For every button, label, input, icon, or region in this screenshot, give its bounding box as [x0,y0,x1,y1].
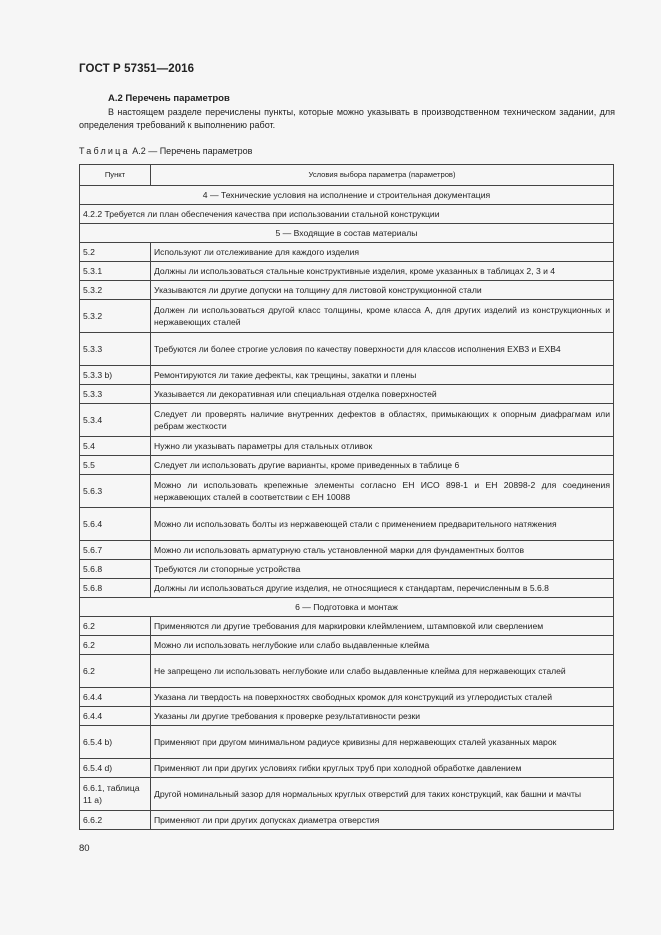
condition-text: Применяют ли при других допусках диаметра отверстия [151,811,614,830]
item-code: 5.6.8 [80,560,151,579]
item-code: 5.5 [80,456,151,475]
header-item: Пункт [80,165,151,186]
item-code: 5.3.3 [80,333,151,366]
item-code: 6.2 [80,655,151,688]
condition-text: Применяют ли при других условиях гибки круглых труб при холодной обработке давлением [151,759,614,778]
condition-text: Следует ли проверять наличие внутренних дефектов в областях, примыкающих к опорным диафрагмам или ребрам жесткости [151,404,614,437]
table-row [80,281,614,300]
section-heading: 4 — Технические условия на исполнение и строительная документация [80,186,614,205]
table-row [80,617,614,636]
table-row [80,579,614,598]
condition-text: Можно ли использовать крепежные элементы согласно ЕН ИСО 898-1 и ЕН 20898-2 для соединения нержавеющих сталей в соответствии с ЕН 10088 [151,475,614,508]
intro-paragraph: В настоящем разделе перечислены пункты, которые можно указывать в производственном техническом задании, для определения требований к выполнению работ. [79,107,615,130]
condition-text: Применяют при другом минимальном радиусе кривизны для нержавеющих сталей указанных марок [151,726,614,759]
table-body [80,186,614,830]
item-code: 5.3.1 [80,262,151,281]
parameters-table [79,164,614,830]
row-text: 4.2.2 Требуется ли план обеспечения качества при использовании стальной конструкции [80,205,614,224]
section-row [80,598,614,617]
table-row [80,300,614,333]
condition-text: Следует ли использовать другие варианты, кроме приведенных в таблице 6 [151,456,614,475]
condition-text: Требуются ли стопорные устройства [151,560,614,579]
table-row [80,404,614,437]
condition-text: Нужно ли указывать параметры для стальных отливок [151,437,614,456]
condition-text: Можно ли использовать арматурную сталь установленной марки для фундаментных болтов [151,541,614,560]
item-code: 5.4 [80,437,151,456]
table-row [80,707,614,726]
table-row [80,759,614,778]
condition-text: Ремонтируются ли такие дефекты, как трещины, закатки и плены [151,366,614,385]
table-caption [79,146,252,156]
table-header-row [80,165,614,186]
table-row [80,456,614,475]
table-row [80,205,614,224]
table-row [80,636,614,655]
table-row [80,688,614,707]
item-code: 5.3.2 [80,281,151,300]
item-code: 5.3.4 [80,404,151,437]
table-row [80,508,614,541]
item-code: 6.6.2 [80,811,151,830]
document-header: ГОСТ Р 57351—2016 [79,63,195,75]
table-row [80,560,614,579]
table-row [80,726,614,759]
section-heading: 6 — Подготовка и монтаж [80,598,614,617]
item-code: 5.3.3 b) [80,366,151,385]
condition-text: Можно ли использовать неглубокие или слабо выдавленные клейма [151,636,614,655]
condition-text: Используют ли отслеживание для каждого изделия [151,243,614,262]
table-row [80,333,614,366]
table-row [80,811,614,830]
item-code: 5.2 [80,243,151,262]
section-title: А.2 Перечень параметров [108,93,230,104]
condition-text: Указаны ли другие требования к проверке результативности резки [151,707,614,726]
condition-text: Должен ли использоваться другой класс толщины, кроме класса А, для других изделий из конструкционных и нержавеющих сталей [151,300,614,333]
item-code: 6.5.4 d) [80,759,151,778]
condition-text: Не запрещено ли использовать неглубокие или слабо выдавленные клейма для нержавеющих сталей [151,655,614,688]
item-code: 5.6.8 [80,579,151,598]
header-conditions: Условия выбора параметра (параметров) [151,165,614,186]
table-caption-text: А.2 — Перечень параметров [129,146,253,156]
table-row [80,778,614,811]
item-code: 5.3.3 [80,385,151,404]
condition-text: Можно ли использовать болты из нержавеющей стали с применением предварительного натяжения [151,508,614,541]
item-code: 5.6.4 [80,508,151,541]
item-code: 6.4.4 [80,707,151,726]
condition-text: Применяются ли другие требования для маркировки клеймлением, штамповкой или сверлением [151,617,614,636]
item-code: 5.6.7 [80,541,151,560]
table-row [80,385,614,404]
table-caption-prefix: Таблица [79,146,130,156]
item-code: 5.6.3 [80,475,151,508]
table-row [80,541,614,560]
table-row [80,366,614,385]
item-code: 5.3.2 [80,300,151,333]
condition-text: Должны ли использоваться стальные конструктивные изделия, кроме указанных в таблицах 2, 3 и 4 [151,262,614,281]
condition-text: Требуются ли более строгие условия по качеству поверхности для классов исполнения ЕХВ3 и ЕХВ4 [151,333,614,366]
table-row [80,243,614,262]
item-code: 6.2 [80,617,151,636]
table-row [80,475,614,508]
item-code: 6.5.4 b) [80,726,151,759]
condition-text: Указана ли твердость на поверхностях свободных кромок для конструкций из углеродистых сталей [151,688,614,707]
table-row [80,262,614,281]
item-code: 6.2 [80,636,151,655]
section-row [80,224,614,243]
section-heading: 5 — Входящие в состав материалы [80,224,614,243]
condition-text: Другой номинальный зазор для нормальных круглых отверстий для таких конструкций, как башни и мачты [151,778,614,811]
table-row [80,655,614,688]
condition-text: Должны ли использоваться другие изделия, не относящиеся к стандартам, перечисленным в 5.6.8 [151,579,614,598]
table-row [80,437,614,456]
condition-text: Указываются ли другие допуски на толщину для листовой конструкционной стали [151,281,614,300]
item-code: 6.6.1, таблица 11 а) [80,778,151,811]
section-row [80,186,614,205]
item-code: 6.4.4 [80,688,151,707]
page-number: 80 [79,843,90,854]
condition-text: Указывается ли декоративная или специальная отделка поверхностей [151,385,614,404]
